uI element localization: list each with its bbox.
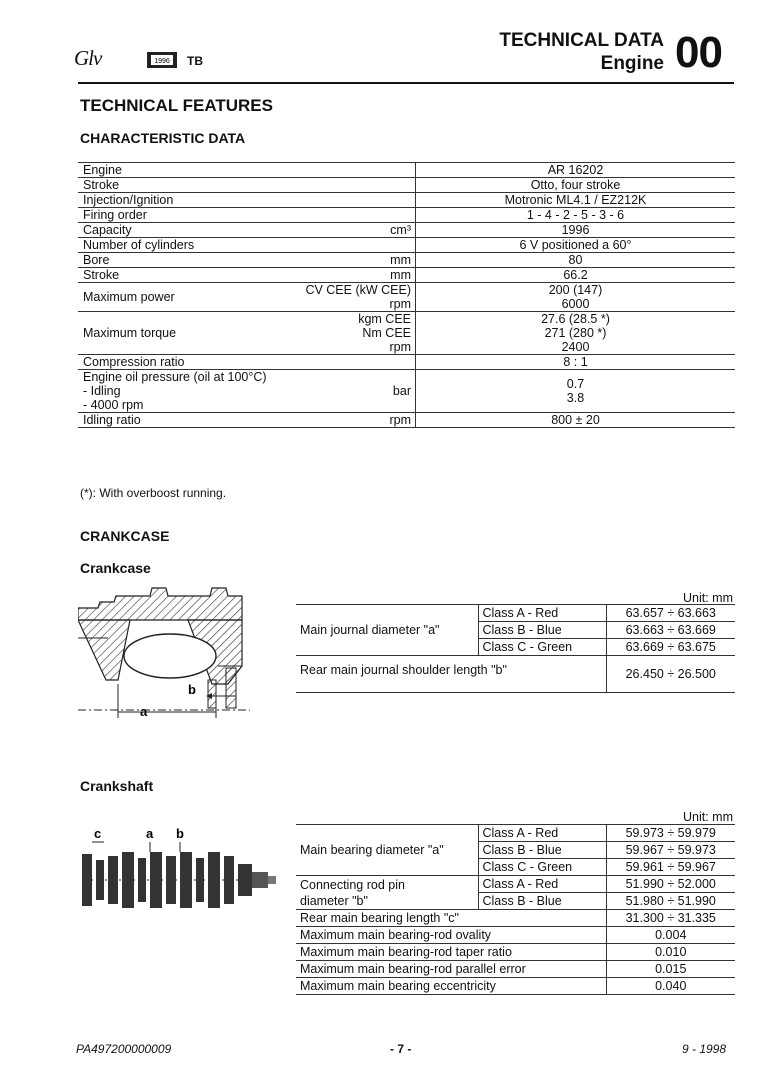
crankcase-table bbox=[296, 604, 735, 693]
table-row bbox=[78, 238, 735, 253]
table-row bbox=[296, 910, 735, 927]
main-journal-label: Main journal diameter "a" bbox=[296, 605, 478, 656]
table-row bbox=[78, 312, 735, 355]
rear-journal-value: 26.450 ÷ 26.500 bbox=[606, 656, 735, 693]
unit-cell bbox=[286, 238, 416, 253]
unit-cell: mm bbox=[286, 253, 416, 268]
variant-label: TB bbox=[187, 54, 203, 68]
table-row bbox=[296, 656, 735, 693]
spec-label: Maximum main bearing-rod parallel error bbox=[296, 961, 606, 978]
crankshaft-subheading: Crankshaft bbox=[80, 778, 154, 794]
label-b: b bbox=[176, 826, 184, 841]
rod-pin-label: Connecting rod pin diameter "b" bbox=[296, 876, 478, 910]
footnote: (*): With overboost running. bbox=[80, 486, 227, 500]
characteristic-table bbox=[78, 162, 735, 428]
crankcase-diagram bbox=[78, 584, 250, 720]
spec-value: 0.004 bbox=[606, 927, 735, 944]
header-subtitle: Engine bbox=[600, 53, 664, 74]
spec-value: 0.040 bbox=[606, 978, 735, 995]
table-row bbox=[78, 193, 735, 208]
spec-value: 0.010 bbox=[606, 944, 735, 961]
class-cell: Class B - Blue bbox=[478, 842, 606, 859]
value-cell: 59.973 ÷ 59.979 bbox=[606, 825, 735, 842]
value-cell: 51.980 ÷ 51.990 bbox=[606, 893, 735, 910]
label-cell: Stroke bbox=[78, 178, 286, 193]
label-b: b bbox=[188, 682, 196, 697]
class-cell: Class C - Green bbox=[478, 639, 606, 656]
label-cell: Engine oil pressure (oil at 100°C) - Idling - 4000 rpm bbox=[78, 370, 286, 413]
label-a: a bbox=[140, 704, 148, 719]
table-row bbox=[296, 978, 735, 995]
class-cell: Class A - Red bbox=[478, 605, 606, 622]
class-cell: Class A - Red bbox=[478, 876, 606, 893]
crankshaft-table bbox=[296, 824, 735, 995]
unit-cell bbox=[286, 355, 416, 370]
rear-journal-label: Rear main journal shoulder length "b" bbox=[296, 656, 606, 693]
label-c: c bbox=[94, 826, 102, 841]
subsection-title: CHARACTERISTIC DATA bbox=[80, 130, 246, 146]
table-row bbox=[296, 961, 735, 978]
section-title: TECHNICAL FEATURES bbox=[80, 96, 273, 115]
label-cell: Engine bbox=[78, 163, 286, 178]
value-cell: 63.657 ÷ 63.663 bbox=[606, 605, 735, 622]
unit-cell: kgm CEE Nm CEE rpm bbox=[286, 312, 416, 355]
spec-label: Maximum main bearing eccentricity bbox=[296, 978, 606, 995]
table-row bbox=[78, 253, 735, 268]
spec-value: 31.300 ÷ 31.335 bbox=[606, 910, 735, 927]
spec-label: Rear main bearing length "c" bbox=[296, 910, 606, 927]
unit-cell: CV CEE (kW CEE) rpm bbox=[286, 283, 416, 312]
engine-badge-icon bbox=[146, 50, 178, 70]
label-cell: Number of cylinders bbox=[78, 238, 286, 253]
header-title: TECHNICAL DATA bbox=[499, 30, 664, 51]
table-row bbox=[78, 223, 735, 238]
table-row bbox=[296, 825, 735, 842]
label-cell: Maximum torque bbox=[78, 312, 286, 355]
header-divider bbox=[78, 82, 734, 84]
table-row bbox=[78, 370, 735, 413]
value-cell: 8 : 1 bbox=[416, 355, 736, 370]
value-cell: 800 ± 20 bbox=[416, 413, 736, 428]
value-cell: 63.669 ÷ 63.675 bbox=[606, 639, 735, 656]
table-row bbox=[296, 605, 735, 622]
value-cell: 200 (147) 6000 bbox=[416, 283, 736, 312]
unit-cell bbox=[286, 163, 416, 178]
value-cell: 63.663 ÷ 63.669 bbox=[606, 622, 735, 639]
spec-value: 0.015 bbox=[606, 961, 735, 978]
unit-cell bbox=[286, 208, 416, 223]
table-row bbox=[296, 944, 735, 961]
value-cell: Otto, four stroke bbox=[416, 178, 736, 193]
crankcase-unit: Unit: mm bbox=[683, 591, 733, 605]
page-number: - 7 - bbox=[390, 1042, 412, 1056]
label-cell: Maximum power bbox=[78, 283, 286, 312]
engine-badge-text: 1996 bbox=[154, 58, 170, 65]
label-cell: Injection/Ignition bbox=[78, 193, 286, 208]
class-cell: Class B - Blue bbox=[478, 893, 606, 910]
label-cell: Stroke bbox=[78, 268, 286, 283]
label-cell: Bore bbox=[78, 253, 286, 268]
value-cell: 59.967 ÷ 59.973 bbox=[606, 842, 735, 859]
table-row bbox=[78, 268, 735, 283]
label-cell: Compression ratio bbox=[78, 355, 286, 370]
unit-cell: bar bbox=[286, 370, 416, 413]
unit-cell: cm³ bbox=[286, 223, 416, 238]
unit-cell: rpm bbox=[286, 413, 416, 428]
class-cell: Class C - Green bbox=[478, 859, 606, 876]
value-cell: AR 16202 bbox=[416, 163, 736, 178]
unit-cell bbox=[286, 193, 416, 208]
table-row bbox=[78, 208, 735, 223]
crankcase-subheading: Crankcase bbox=[80, 560, 151, 576]
label-a: a bbox=[146, 826, 154, 841]
spec-label: Maximum main bearing-rod taper ratio bbox=[296, 944, 606, 961]
value-cell: 27.6 (28.5 *) 271 (280 *) 2400 bbox=[416, 312, 736, 355]
table-row bbox=[78, 413, 735, 428]
document-date: 9 - 1998 bbox=[682, 1042, 727, 1056]
label-cell: Capacity bbox=[78, 223, 286, 238]
brand-logo: Glv bbox=[74, 46, 102, 70]
value-cell: 66.2 bbox=[416, 268, 736, 283]
table-row bbox=[296, 927, 735, 944]
value-cell: 59.961 ÷ 59.967 bbox=[606, 859, 735, 876]
table-row bbox=[296, 876, 735, 893]
value-cell: 1 - 4 - 2 - 5 - 3 - 6 bbox=[416, 208, 736, 223]
value-cell: 0.7 3.8 bbox=[416, 370, 736, 413]
unit-cell bbox=[286, 178, 416, 193]
table-row bbox=[78, 283, 735, 312]
value-cell: 6 V positioned a 60° bbox=[416, 238, 736, 253]
table-row bbox=[78, 163, 735, 178]
label-cell: Idling ratio bbox=[78, 413, 286, 428]
class-cell: Class B - Blue bbox=[478, 622, 606, 639]
table-row bbox=[78, 355, 735, 370]
table-row bbox=[78, 178, 735, 193]
unit-cell: mm bbox=[286, 268, 416, 283]
value-cell: 80 bbox=[416, 253, 736, 268]
section-number: 00 bbox=[675, 28, 722, 77]
label-cell: Firing order bbox=[78, 208, 286, 223]
crankshaft-diagram bbox=[78, 824, 282, 914]
spec-label: Maximum main bearing-rod ovality bbox=[296, 927, 606, 944]
crankcase-heading: CRANKCASE bbox=[80, 528, 170, 544]
value-cell: Motronic ML4.1 / EZ212K bbox=[416, 193, 736, 208]
document-code: PA497200000009 bbox=[76, 1042, 172, 1056]
class-cell: Class A - Red bbox=[478, 825, 606, 842]
value-cell: 51.990 ÷ 52.000 bbox=[606, 876, 735, 893]
crankshaft-unit: Unit: mm bbox=[683, 810, 733, 824]
main-bearing-label: Main bearing diameter "a" bbox=[296, 825, 478, 876]
value-cell: 1996 bbox=[416, 223, 736, 238]
